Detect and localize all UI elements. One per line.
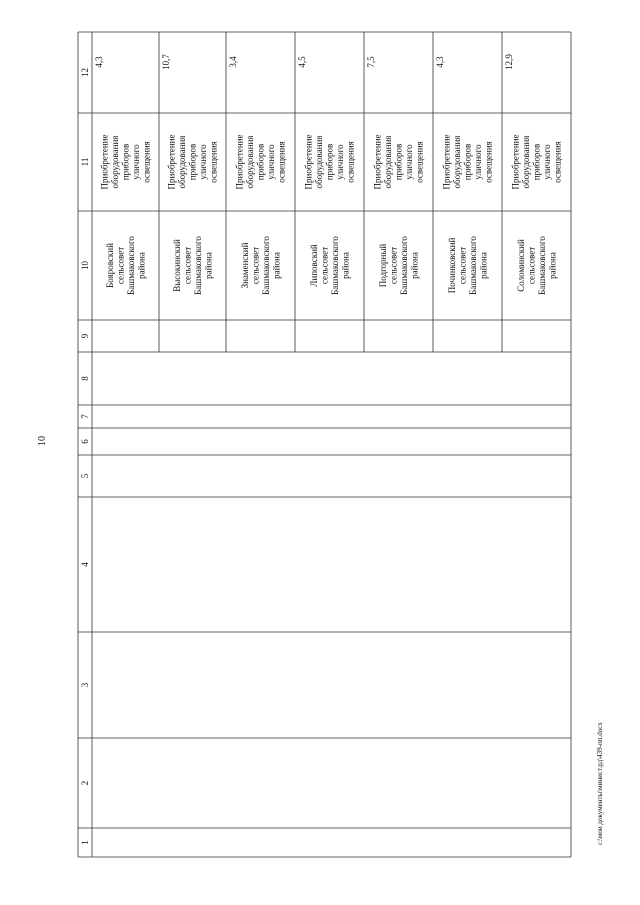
column-header-3: 3 <box>80 682 90 688</box>
district-line: района <box>203 252 214 279</box>
column-header-2: 2 <box>80 780 90 786</box>
district-line: сельсовет <box>250 246 261 285</box>
table-row <box>94 56 152 295</box>
district-line: Башмаковского <box>192 236 203 295</box>
purpose-line: оборудования <box>452 135 462 189</box>
district-line: Починковский <box>446 237 457 294</box>
purpose-line: Приобретение <box>166 134 177 190</box>
amount-value: 4,5 <box>297 56 307 68</box>
purpose-line: Приобретение <box>372 134 383 190</box>
page-number: 10 <box>37 436 48 446</box>
purpose-line: оборудования <box>245 135 255 189</box>
column-header-1: 1 <box>80 840 90 845</box>
purpose-line: Приобретение <box>99 134 110 190</box>
purpose-line: оборудования <box>110 135 120 189</box>
purpose-line: Приобретение <box>510 134 521 190</box>
district-line: Высокинский <box>171 239 182 292</box>
purpose-line: освещения <box>141 141 152 183</box>
district-line: района <box>547 252 558 279</box>
district-line: района <box>136 252 147 279</box>
district-line: сельсовет <box>115 246 126 285</box>
district-line: сельсовет <box>388 246 399 285</box>
purpose-line: освещения <box>552 141 563 183</box>
amount-value: 7,5 <box>366 56 376 68</box>
district-line: района <box>340 252 351 279</box>
district-line: района <box>271 252 282 279</box>
district-line: сельсовет <box>457 246 468 285</box>
purpose-line: приборов <box>120 143 131 181</box>
district-line: сельсовет <box>526 246 537 285</box>
amount-value: 10,7 <box>161 54 171 70</box>
district-line: Башмаковского <box>329 236 340 295</box>
column-header-8: 8 <box>80 376 90 381</box>
purpose-line: уличного <box>266 144 276 180</box>
table-row <box>366 56 425 295</box>
district-line: Башмаковского <box>536 236 547 295</box>
purpose-line: Приобретение <box>441 134 452 190</box>
purpose-line: приборов <box>531 143 542 181</box>
purpose-line: оборудования <box>383 135 393 189</box>
purpose-line: оборудования <box>177 135 187 189</box>
purpose-line: приборов <box>255 143 266 181</box>
column-header-4: 4 <box>80 562 90 567</box>
column-header-6: 6 <box>80 439 90 444</box>
district-line: Соломинский <box>515 239 526 292</box>
district-line: Башмаковского <box>125 236 136 295</box>
column-header-9: 9 <box>80 333 90 339</box>
district-line: Бояровский <box>104 243 115 288</box>
purpose-line: оборудования <box>521 135 531 189</box>
purpose-line: освещения <box>345 141 356 183</box>
table-row <box>504 54 563 295</box>
purpose-line: освещения <box>208 141 219 183</box>
district-line: района <box>409 252 420 279</box>
purpose-line: освещения <box>276 141 287 183</box>
column-header-10: 10 <box>80 261 90 270</box>
amount-value: 4,3 <box>435 56 445 68</box>
column-header-12: 12 <box>80 68 90 77</box>
footer-file-path: c:\мои документы\минист.рд\439-пп.docx <box>596 722 604 845</box>
purpose-line: уличного <box>131 144 141 180</box>
purpose-line: Приобретение <box>303 134 314 190</box>
column-header-5: 5 <box>80 473 90 479</box>
column-header-7: 7 <box>80 414 90 419</box>
district-line: района <box>478 252 489 279</box>
column-header-11: 11 <box>80 157 90 167</box>
district-line: Липовский <box>308 244 319 287</box>
table-row <box>435 56 494 295</box>
district-line: Знаменский <box>239 242 250 289</box>
purpose-line: приборов <box>324 143 335 181</box>
purpose-line: освещения <box>483 141 494 183</box>
district-line: сельсовет <box>182 246 193 285</box>
purpose-line: приборов <box>462 143 473 181</box>
amount-value: 3,4 <box>228 56 238 68</box>
purpose-line: освещения <box>414 141 425 183</box>
table-body <box>94 54 563 295</box>
table-row <box>161 54 219 295</box>
amount-value: 4,3 <box>94 56 104 68</box>
table-row <box>228 56 287 295</box>
purpose-line: уличного <box>198 144 208 180</box>
purpose-line: оборудования <box>314 135 324 189</box>
purpose-line: приборов <box>393 143 404 181</box>
district-line: Подгорный <box>377 243 388 288</box>
purpose-line: Приобретение <box>234 134 245 190</box>
district-line: Башмаковского <box>260 236 271 295</box>
purpose-line: уличного <box>542 144 552 180</box>
purpose-line: уличного <box>473 144 483 180</box>
district-line: Башмаковского <box>398 236 409 295</box>
district-line: Башмаковского <box>467 236 478 295</box>
purpose-line: уличного <box>404 144 414 180</box>
purpose-line: приборов <box>187 143 198 181</box>
table-header-row <box>80 68 90 845</box>
amount-value: 12,9 <box>504 54 514 70</box>
purpose-line: уличного <box>335 144 345 180</box>
table-row <box>297 56 356 295</box>
district-line: сельсовет <box>319 246 330 285</box>
